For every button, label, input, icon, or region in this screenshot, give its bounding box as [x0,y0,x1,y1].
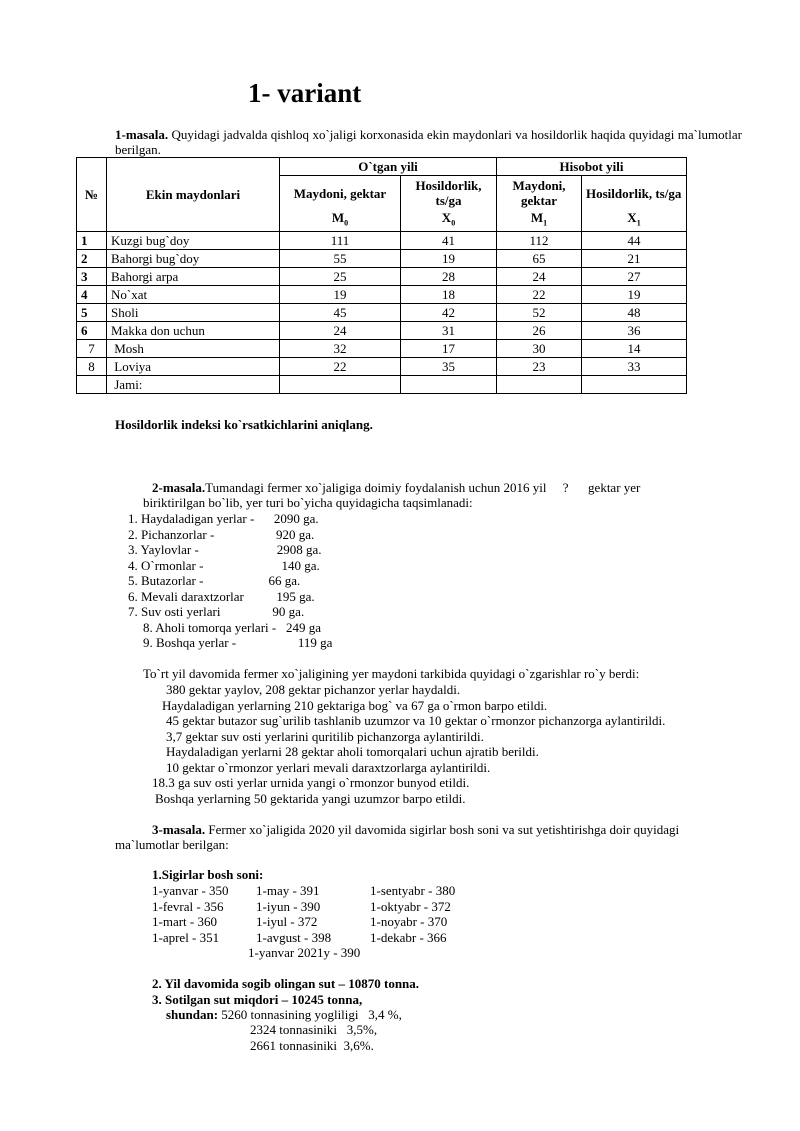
cow-count: 1-yanvar - 350 [152,883,229,898]
row-value: 111 [280,231,401,249]
cow-count: 1-may - 391 [256,883,320,898]
change-item: 45 gektar butazor sug`urilib tashlanib uzumzor va 10 gektar o`rmonzor pichanzorga aylantirildi. [166,713,666,728]
task1-intro [115,127,742,157]
total-cell [582,375,687,393]
row-value: 24 [280,321,401,339]
task2-line2: biriktirilgan bo`lib, yer turi bo`yicha quyidagicha taqsimlanadi: [143,495,473,510]
header-m1: $M_1$ [497,210,582,231]
land-item: 2. Pichanzorlar - 920 ga. [128,526,315,542]
row-value: 31 [401,321,497,339]
table-row [77,357,687,375]
row-value: 32 [280,339,401,357]
row-value: 52 [497,303,582,321]
header-yield-prev: Hosildorlik, ts/ga [401,176,497,211]
land-item: 5. Butazorlar - 66 ga. [128,573,301,588]
row-num: 1 [77,231,107,249]
page-title: 1- variant [248,78,362,108]
task3-heads-title: 1.Sigirlar bosh soni: [152,867,264,882]
row-value: 21 [582,249,687,267]
cow-count: 1-aprel - 351 [152,929,220,945]
cow-count: 1-fevral - 356 [152,898,224,914]
row-value: 22 [280,357,401,375]
table-row [77,249,687,267]
header-report-year: Hisobot yili [497,158,687,176]
land-item: 8. Aholi tomorqa yerlari - 249 ga [143,619,321,635]
row-value: 18 [401,285,497,303]
row-crop: Bahorgi arpa [107,267,280,285]
cow-count: 1-iyun - 390 [256,898,321,914]
change-item: Boshqa yerlarning 50 gektarida yangi uzumzor barpo etildi. [155,790,466,806]
row-value: 19 [582,285,687,303]
row-crop: Mosh [107,339,280,357]
total-num [77,375,107,393]
header-prev-year: O`tgan yili [280,158,497,176]
row-value: 26 [497,321,582,339]
land-item: 7. Suv osti yerlari 90 ga. [128,604,305,619]
header-area-report: Maydoni, gektar [497,176,582,211]
task3-line1: 3-masala. Fermer xo`jaligida 2020 yil davomida sigirlar bosh soni va sut yetishtirishga doir quyidagi [152,822,680,837]
task2-line1: 2-masala.Tumandagi fermer xo`jaligiga doimiy foydalanish uchun 2016 yil ? gektar yer [152,480,641,495]
row-value: 30 [497,339,582,357]
row-value: 27 [582,267,687,285]
row-num: 4 [77,285,107,303]
change-item: Haydaladigan yerlarning 210 gektariga bog` va 67 ga o`rmon barpo etildi. [162,697,548,713]
task3-heads-last: 1-yanvar 2021y - 390 [248,945,361,960]
crop-table [76,157,687,394]
row-num: 5 [77,303,107,321]
row-value: 65 [497,249,582,267]
task1-question: Hosildorlik indeksi ko`rsatkichlarini aniqlang. [115,417,373,432]
row-crop: Loviya [107,357,280,375]
row-num: 7 [77,339,107,357]
change-item: 18.3 ga suv osti yerlar urnida yangi o`rmonzor bunyod etildi. [152,775,470,790]
task3-fat-row: shundan: 5260 tonnasining yogliligi 3,4 %, [166,1007,402,1022]
row-num: 8 [77,357,107,375]
row-value: 25 [280,267,401,285]
total-cell [497,375,582,393]
table-row [77,303,687,321]
cow-count: 1-sentyabr - 380 [370,883,456,898]
row-value: 48 [582,303,687,321]
header-area-prev: Maydoni, gektar [280,176,401,211]
row-value: 19 [280,285,401,303]
cow-count: 1-oktyabr - 372 [370,898,451,914]
header-x1: $X_1$ [582,210,687,231]
row-value: 24 [497,267,582,285]
land-item: 9. Boshqa yerlar - 119 ga [143,635,333,650]
table-row [77,285,687,303]
total-cell [401,375,497,393]
land-item: 6. Mevali daraxtzorlar 195 ga. [128,588,315,604]
row-num: 3 [77,267,107,285]
row-value: 112 [497,231,582,249]
row-value: 22 [497,285,582,303]
land-item: 3. Yaylovlar - 2908 ga. [128,542,322,557]
row-value: 17 [401,339,497,357]
cow-count: 1-avgust - 398 [256,929,332,945]
row-crop: Makka don uchun [107,321,280,339]
row-crop: Sholi [107,303,280,321]
row-value: 44 [582,231,687,249]
change-item: Haydaladigan yerlarni 28 gektar aholi tomorqalari uchun ajratib berildi. [166,744,539,759]
table-row [77,267,687,285]
row-crop: Kuzgi bug`doy [107,231,280,249]
header-crop: Ekin maydonlari [107,158,280,232]
task1-label: 1-masala. [115,127,169,142]
row-value: 14 [582,339,687,357]
header-num: № [77,158,107,232]
row-crop: Bahorgi bug`doy [107,249,280,267]
row-crop: No`xat [107,285,280,303]
table-row [77,321,687,339]
land-item: 4. O`rmonlar - 140 ga. [128,557,320,573]
task3-fat-row: 2324 tonnasiniki 3,5%, [250,1022,378,1037]
row-value: 28 [401,267,497,285]
row-value: 55 [280,249,401,267]
task3-milk-sold: 3. Sotilgan sut miqdori – 10245 tonna, [152,992,363,1007]
task3-fat-row: 2661 tonnasiniki 3,6%. [250,1038,374,1053]
row-value: 23 [497,357,582,375]
cow-count: 1-iyul - 372 [256,914,318,929]
header-m0: $M_0$ [280,210,401,231]
row-num: 2 [77,249,107,267]
change-item: 3,7 gektar suv osti yerlarini quritilib pichanzorga aylantirildi. [166,728,484,744]
header-x0: $X_0$ [401,210,497,231]
row-value: 33 [582,357,687,375]
cow-count: 1-mart - 360 [152,914,217,929]
header-yield-report: Hosildorlik, ts/ga [582,176,687,211]
row-value: 42 [401,303,497,321]
total-label: Jami: [107,375,280,393]
land-item: 1. Haydaladigan yerlar - 2090 ga. [128,511,319,526]
row-value: 41 [401,231,497,249]
table-row [77,339,687,357]
change-item: 380 gektar yaylov, 208 gektar pichanzor yerlar haydaldi. [166,682,461,697]
row-value: 36 [582,321,687,339]
task3-milk-produced: 2. Yil davomida sogib olingan sut – 10870 tonna. [152,976,420,991]
row-value: 45 [280,303,401,321]
total-cell [280,375,401,393]
change-item: 10 gektar o`rmonzor yerlari mevali daraxtzorlarga aylantirildi. [166,759,491,775]
row-num: 6 [77,321,107,339]
task3-line2: ma`lumotlar berilgan: [115,837,229,852]
task2-changes-intro: To`rt yil davomida fermer xo`jaligining yer maydoni tarkibida quyidagi o`zgarishlar ro`y berdi: [143,666,640,681]
row-value: 35 [401,357,497,375]
task1-text: Quyidagi jadvalda qishloq xo`jaligi korxonasida ekin maydonlari va hosildorlik haqida quyidagi ma`lumotlar berilgan. [115,127,742,157]
table-row [77,231,687,249]
cow-count: 1-noyabr - 370 [370,914,448,929]
row-value: 19 [401,249,497,267]
cow-count: 1-dekabr - 366 [370,929,447,945]
